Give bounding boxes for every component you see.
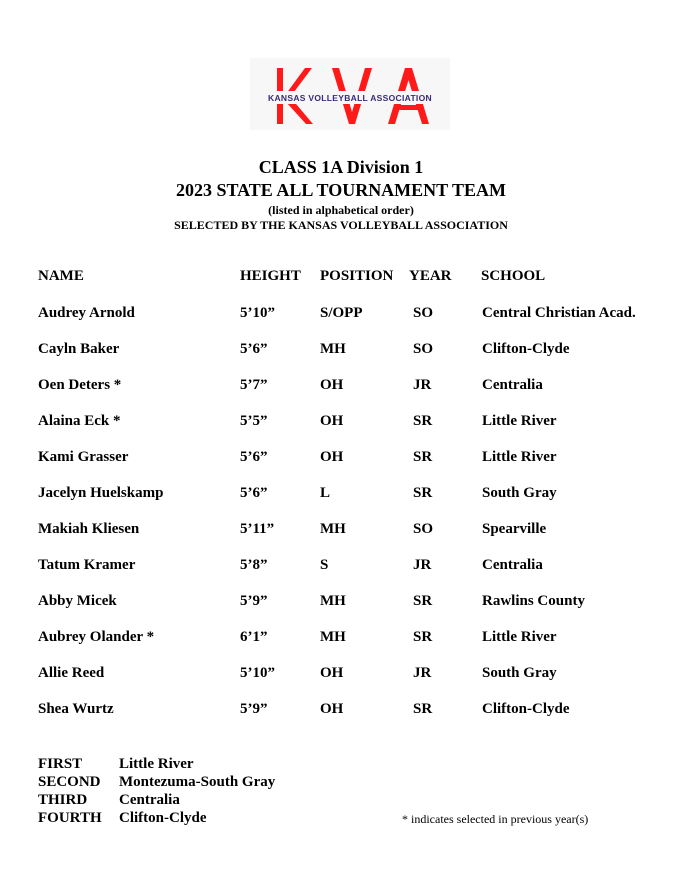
player-height: 5’6” bbox=[240, 485, 268, 501]
col-header-name: NAME bbox=[38, 268, 84, 284]
player-name: Audrey Arnold bbox=[38, 305, 135, 321]
player-school: Central Christian Acad. bbox=[482, 305, 636, 321]
table-row bbox=[0, 665, 682, 685]
player-year: SR bbox=[413, 593, 433, 609]
player-position: MH bbox=[320, 521, 346, 537]
player-year: SO bbox=[413, 521, 434, 537]
player-position: OH bbox=[320, 449, 344, 465]
player-position: L bbox=[320, 485, 331, 501]
finish-place: THIRD bbox=[38, 792, 88, 808]
player-name: Aubrey Olander * bbox=[38, 629, 155, 645]
player-school: Centralia bbox=[482, 377, 543, 393]
player-height: 5’7” bbox=[240, 377, 268, 393]
col-header-height: HEIGHT bbox=[240, 268, 301, 284]
table-row bbox=[0, 341, 682, 361]
player-position: S/OPP bbox=[320, 305, 363, 321]
subtitle-order: (listed in alphabetical order) bbox=[268, 203, 414, 217]
player-position: OH bbox=[320, 701, 344, 717]
table-row bbox=[0, 521, 682, 541]
player-position: OH bbox=[320, 377, 344, 393]
table-row bbox=[0, 701, 682, 721]
player-height: 5’9” bbox=[240, 701, 268, 717]
player-position: S bbox=[320, 557, 329, 573]
player-height: 5’6” bbox=[240, 341, 268, 357]
player-year: SR bbox=[413, 485, 433, 501]
kva-logo-text: KANSAS VOLLEYBALL ASSOCIATION bbox=[268, 93, 432, 103]
table-row bbox=[0, 557, 682, 577]
player-height: 5’5” bbox=[240, 413, 268, 429]
table-row bbox=[0, 593, 682, 613]
table-row bbox=[0, 413, 682, 433]
finish-team: Clifton-Clyde bbox=[119, 810, 207, 826]
player-year: SR bbox=[413, 629, 433, 645]
player-year: JR bbox=[413, 377, 432, 393]
player-year: SR bbox=[413, 449, 433, 465]
subtitle-selected-by: SELECTED BY THE KANSAS VOLLEYBALL ASSOCIATION bbox=[174, 218, 508, 232]
player-name: Tatum Kramer bbox=[38, 557, 136, 573]
player-position: MH bbox=[320, 341, 346, 357]
player-height: 6’1” bbox=[240, 629, 268, 645]
kva-logo-graphic bbox=[250, 58, 450, 130]
player-school: Centralia bbox=[482, 557, 543, 573]
player-position: OH bbox=[320, 413, 344, 429]
table-row bbox=[0, 377, 682, 397]
player-name: Jacelyn Huelskamp bbox=[38, 485, 164, 501]
player-year: SO bbox=[413, 341, 434, 357]
player-year: JR bbox=[413, 557, 432, 573]
player-school: Little River bbox=[482, 629, 557, 645]
finish-place: FIRST bbox=[38, 756, 83, 772]
player-school: Little River bbox=[482, 449, 557, 465]
player-height: 5’6” bbox=[240, 449, 268, 465]
player-school: Spearville bbox=[482, 521, 547, 537]
player-year: JR bbox=[413, 665, 432, 681]
player-height: 5’11” bbox=[240, 521, 275, 537]
player-school: South Gray bbox=[482, 485, 557, 501]
table-row bbox=[0, 305, 682, 325]
col-header-school: SCHOOL bbox=[481, 268, 546, 284]
player-name: Oen Deters * bbox=[38, 377, 122, 393]
player-position: OH bbox=[320, 665, 344, 681]
table-row bbox=[0, 449, 682, 469]
player-name: Shea Wurtz bbox=[38, 701, 114, 717]
player-school: Clifton-Clyde bbox=[482, 341, 570, 357]
player-name: Makiah Kliesen bbox=[38, 521, 140, 537]
table-row bbox=[0, 485, 682, 505]
finish-team: Montezuma-South Gray bbox=[119, 774, 276, 790]
player-name: Cayln Baker bbox=[38, 341, 120, 357]
player-name: Abby Micek bbox=[38, 593, 117, 609]
title-team: 2023 STATE ALL TOURNAMENT TEAM bbox=[175, 180, 507, 200]
player-height: 5’10” bbox=[240, 305, 275, 321]
player-year: SR bbox=[413, 701, 433, 717]
player-school: Little River bbox=[482, 413, 557, 429]
player-year: SO bbox=[413, 305, 434, 321]
finish-team: Little River bbox=[119, 756, 194, 772]
player-school: South Gray bbox=[482, 665, 557, 681]
player-height: 5’10” bbox=[240, 665, 275, 681]
kva-logo bbox=[250, 58, 450, 130]
col-header-year: YEAR bbox=[409, 268, 452, 284]
player-name: Kami Grasser bbox=[38, 449, 129, 465]
title-class: CLASS 1A Division 1 bbox=[258, 157, 424, 177]
player-school: Clifton-Clyde bbox=[482, 701, 570, 717]
table-row bbox=[0, 629, 682, 649]
player-name: Allie Reed bbox=[38, 665, 105, 681]
finish-place: FOURTH bbox=[38, 810, 102, 826]
player-position: MH bbox=[320, 593, 346, 609]
finish-place: SECOND bbox=[38, 774, 101, 790]
player-height: 5’9” bbox=[240, 593, 268, 609]
player-name: Alaina Eck * bbox=[38, 413, 121, 429]
player-school: Rawlins County bbox=[482, 593, 585, 609]
player-height: 5’8” bbox=[240, 557, 268, 573]
finish-team: Centralia bbox=[119, 792, 180, 808]
col-header-position: POSITION bbox=[320, 268, 394, 284]
player-year: SR bbox=[413, 413, 433, 429]
footnote: * indicates selected in previous year(s) bbox=[402, 812, 589, 826]
player-position: MH bbox=[320, 629, 346, 645]
